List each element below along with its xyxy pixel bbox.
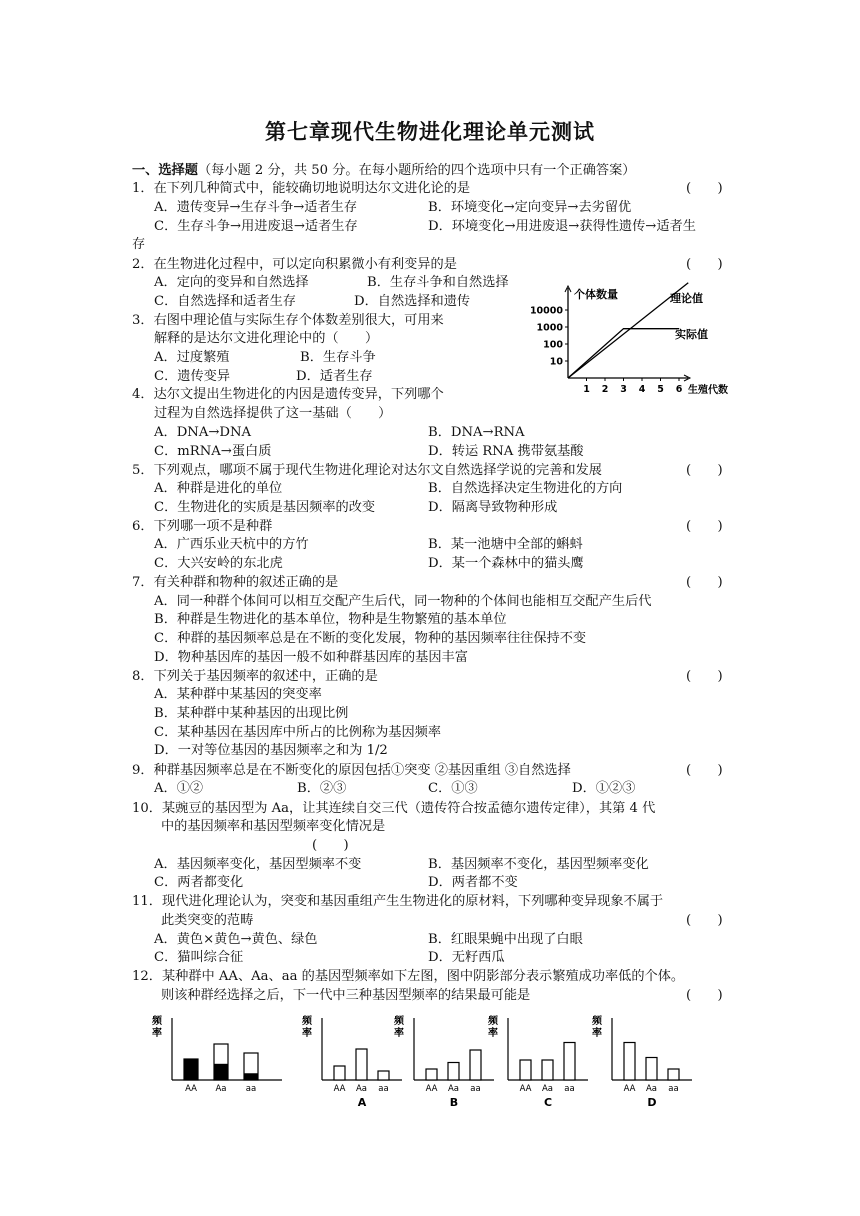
q4-option-b: B．DNA→RNA [428,425,525,440]
q8-option-c: C．某种基因在基因库中所占的比例称为基因频率 [154,725,442,740]
actual-value-line [568,329,679,378]
q1-option-c: C．生存斗争→用进废退→适者生存 [154,219,358,234]
q11-stem-line2: 此类突变的范畴 [161,913,254,928]
q5-option-c: C．生物进化的实质是基因频率的改变 [154,500,376,515]
panel-y-label: 率 [488,1028,498,1039]
panel-option-label: C [543,1096,553,1109]
q3-option-d: D．适者生存 [296,369,373,384]
q6-option-a: A．广西乐业天杭中的方竹 [154,537,309,552]
y-tick-label: 1000 [536,322,563,334]
q3-option-c: C．遗传变异 [154,369,231,384]
section-header [132,162,636,180]
bar-category-label: aa [245,1084,257,1094]
bar [668,1069,679,1080]
q10-option-a: A．基因频率变化，基因型频率不变 [154,857,362,872]
q1-answer-blank: ( ) [686,181,723,196]
y-tick-label: 10 [549,356,563,368]
bar [624,1043,635,1081]
x-tick-label: 6 [675,384,683,395]
panel-y-label: 频 [488,1016,498,1027]
q3-option-b: B．生存斗争 [300,350,376,365]
bar-category-label: Aa [355,1084,368,1094]
q7-stem: 7．有关种群和物种的叙述正确的是 [132,575,339,590]
q6-stem: 6．下列哪一项不是种群 [132,519,273,534]
bar [542,1060,553,1080]
q5-answer-blank: ( ) [686,463,723,478]
panel-y-label: 频 [592,1016,602,1027]
q5-option-a: A．种群是进化的单位 [154,481,283,496]
q3-stem-line1: 3．右图中理论值与实际生存个体数差别很大，可用来 [132,313,444,328]
q9-stem: 9．种群基因频率总是在不断变化的原因包括①突变 ②基因重组 ③自然选择 [132,763,571,778]
q2-option-a: A．定向的变异和自然选择 [154,275,309,290]
panel-y-label: 率 [394,1028,404,1039]
x-tick-label: 3 [620,384,627,395]
bar [448,1063,459,1081]
actual-value-label: 实际值 [675,328,708,341]
q10-stem-line2: 中的基因频率和基因型频率变化情况是 [161,819,386,834]
q4-option-d: D．转运 RNA 携带氨基酸 [428,444,584,459]
bar-category-label: Aa [215,1084,227,1094]
q3-option-a: A．过度繁殖 [154,350,230,365]
q6-option-d: D．某一个森林中的猫头鹰 [428,556,584,571]
q11-stem-line1: 11．现代进化理论认为，突变和基因重组产生生物进化的原材料，下列哪种变异现象不属于 [132,894,664,909]
q9-option-a: A．①② [154,781,204,796]
panel-y-label: 频 [394,1016,404,1027]
q10-answer-blank: ( ) [312,838,349,853]
bar-category-label: Aa [645,1084,658,1094]
panel-y-label: 率 [152,1028,162,1039]
q2-option-b: B．生存斗争和自然选择 [367,275,509,290]
bar [334,1066,345,1080]
q8-answer-blank: ( ) [686,669,723,684]
section-label: 一、选择题 [132,163,198,178]
q7-option-d: D．物种基因库的基因一般不如种群基因库的基因丰富 [154,650,468,665]
q2-answer-blank: ( ) [686,257,723,272]
q3-stem-line2: 解释的是达尔文进化理论中的（ ） [154,331,379,346]
bar-category-label: aa [378,1084,389,1094]
q10-option-d: D．两者都不变 [428,875,518,890]
bar [470,1050,481,1080]
q5-option-d: D．隔离导致物种形成 [428,500,558,515]
q1-option-d-cont: 存 [132,237,146,252]
q10-stem-line1: 10．某豌豆的基因型为 Aa，让其连续自交三代（遗传符合按孟德尔遗传定律），其第 4 代 [132,801,656,816]
q12-stem-line1: 12．某种群中 AA、Aa、aa 的基因型频率如下左图，图中阴影部分表示繁殖成功率低的个体。 [132,969,685,984]
x-tick-label: 2 [601,384,609,395]
q12-stem-line2: 则该种群经选择之后，下一代中三种基因型频率的结果最可能是 [161,988,531,1003]
q2-option-c: C．自然选择和适者生存 [154,294,296,309]
bar-category-label: aa [470,1084,481,1094]
genotype-frequency-bar-charts [150,1010,700,1109]
x-tick-label: 1 [583,384,590,395]
q1-stem: 1．在下列几种简式中，能较确切地说明达尔文进化论的是 [132,181,471,196]
q5-option-b: B．自然选择决定生物进化的方向 [428,481,623,496]
q11-option-c: C．猫叫综合征 [154,950,244,965]
bar-category-label: AA [623,1084,636,1094]
bar-shaded-portion [214,1064,228,1080]
bar-shaded-portion [244,1073,258,1080]
q9-option-b: B．②③ [297,781,347,796]
panel-y-label: 率 [302,1028,312,1039]
q6-option-c: C．大兴安岭的东北虎 [154,556,283,571]
q8-stem: 8．下列关于基因频率的叙述中，正确的是 [132,669,378,684]
panel-option-label: A [357,1096,367,1109]
bar-category-label: AA [185,1084,197,1094]
q9-option-d: D．①②③ [572,781,636,796]
q11-option-b: B．红眼果蝇中出现了白眼 [428,932,583,947]
q2-stem: 2．在生物进化过程中，可以定向积累微小有利变异的是 [132,257,457,272]
q4-stem-line2: 过程为自然选择提供了这一基础（ ） [154,406,392,421]
bar [646,1058,657,1081]
q2-option-d: D．自然选择和遗传 [354,294,471,309]
x-axis-label: 生殖代数 [688,385,728,396]
bar-category-label: AA [519,1084,532,1094]
q1-option-b: B．环境变化→定向变异→去劣留优 [428,200,632,215]
q4-stem-line1: 4．达尔文提出生物进化的内因是遗传变异，下列哪个 [132,387,444,402]
q9-answer-blank: ( ) [686,763,723,778]
q7-option-a: A．同一种群个体间可以相互交配产生后代，同一物种的个体间也能相互交配产生后代 [154,594,652,609]
bar [564,1043,575,1081]
bar-category-label: aa [668,1084,679,1094]
panel-option-label: D [647,1096,657,1109]
q7-answer-blank: ( ) [686,575,723,590]
q4-option-a: A．DNA→DNA [154,425,252,440]
bar-category-label: Aa [541,1084,554,1094]
q7-option-c: C．种群的基因频率总是在不断的变化发展，物种的基因频率往往保持不变 [154,631,587,646]
q8-option-b: B．某种群中某种基因的出现比例 [154,706,349,721]
q8-option-a: A．某种群中某基因的突变率 [154,687,322,702]
q1-option-d: D．环境变化→用进废退→获得性遗传→适者生 [428,219,696,234]
bar [426,1069,437,1080]
y-axis-label: 个体数量 [574,288,618,301]
population-line-chart [530,280,752,404]
panel-y-label: 率 [592,1028,602,1039]
y-tick-label: 10000 [529,305,563,317]
bar-category-label: AA [425,1084,438,1094]
q9-option-c: C．①③ [428,781,478,796]
bar-shaded-portion [184,1059,198,1080]
q10-option-c: C．两者都变化 [154,875,244,890]
q11-option-a: A．黄色×黄色→黄色、绿色 [154,932,318,947]
q6-answer-blank: ( ) [686,519,723,534]
theory-value-label: 理论值 [670,292,703,305]
q7-option-b: B．种群是生物进化的基本单位，物种是生物繁殖的基本单位 [154,612,507,627]
bar-category-label: AA [333,1084,346,1094]
x-tick-label: 4 [638,384,646,395]
y-tick-label: 100 [543,339,563,351]
bar [520,1060,531,1080]
bar [378,1071,389,1080]
q6-option-b: B．某一池塘中全部的蝌蚪 [428,537,583,552]
page-title: 第七章现代生物进化理论单元测试 [265,119,595,144]
panel-option-label: B [449,1096,459,1109]
x-tick-label: 5 [657,384,664,395]
bar [356,1049,367,1080]
section-note: （每小题 2 分，共 50 分。在每小题所给的四个选项中只有一个正确答案） [197,163,636,178]
q12-answer-blank: ( ) [686,988,723,1003]
q8-option-d: D．一对等位基因的基因频率之和为 1/2 [154,743,388,758]
bar-category-label: Aa [447,1084,460,1094]
q11-option-d: D．无籽西瓜 [428,950,505,965]
q1-option-a: A．遗传变异→生存斗争→适者生存 [154,200,358,215]
q11-answer-blank: ( ) [686,913,723,928]
panel-y-label: 频 [302,1016,312,1027]
q10-option-b: B．基因频率不变化，基因型频率变化 [428,857,649,872]
panel-y-label: 频 [152,1016,162,1027]
q4-option-c: C．mRNA→蛋白质 [154,444,272,459]
bar-category-label: aa [564,1084,575,1094]
q5-stem: 5．下列观点，哪项不属于现代生物进化理论对达尔文自然选择学说的完善和发展 [132,463,602,478]
